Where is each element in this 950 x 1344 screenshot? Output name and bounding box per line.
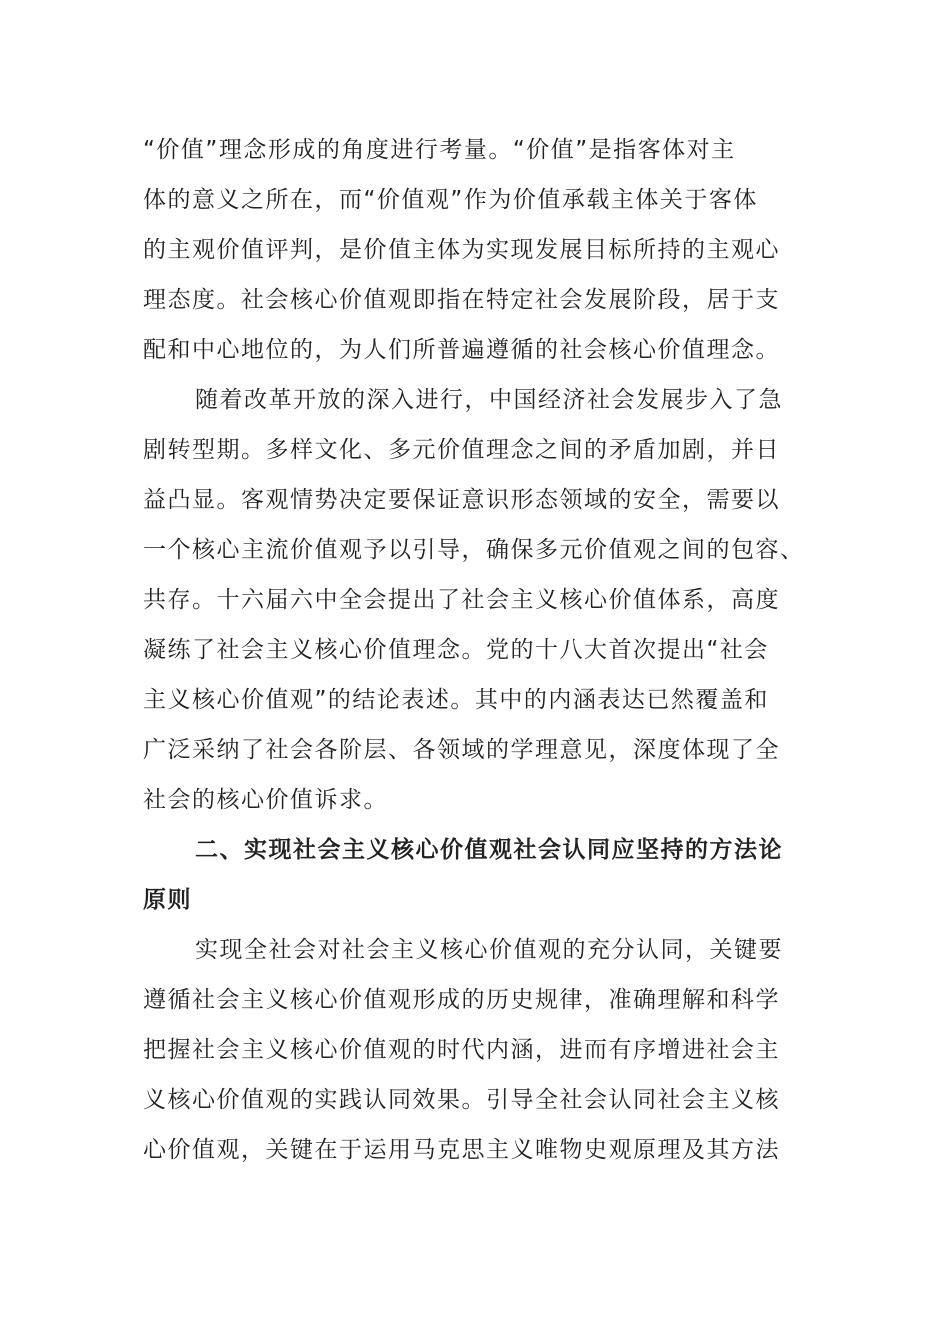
text-line: 主义核心价值观”的结论表述。其中的内涵表达已然覆盖和 bbox=[143, 687, 769, 713]
text-line: 凝练了社会主义核心价值理念。党的十八大首次提出“社会 bbox=[143, 637, 769, 663]
paragraph-value-concept bbox=[143, 125, 808, 375]
heading-line: 二、实现社会主义核心价值观社会认同应坚持的方法论 bbox=[195, 837, 783, 863]
text-line: 益凸显。客观情势决定要保证意识形态领域的安全，需要以 bbox=[143, 487, 780, 513]
text-line: 把握社会主义核心价值观的时代内涵，进而有序增进社会主 bbox=[143, 1037, 780, 1063]
paragraph-reform-background bbox=[143, 375, 808, 825]
text-line: 体的意义之所在，而“价值观”作为价值承载主体关于客体 bbox=[143, 187, 758, 213]
text-line: 遵循社会主义核心价值观形成的历史规律，准确理解和科学 bbox=[143, 987, 780, 1013]
paragraph-methodology bbox=[143, 925, 808, 1175]
text-line: 一个核心主流价值观予以引导，确保多元价值观之间的包容、 bbox=[143, 537, 805, 563]
text-line: 理态度。社会核心价值观即指在特定社会发展阶段，居于支 bbox=[143, 287, 780, 313]
document-page bbox=[143, 125, 808, 1175]
text-line: 共存。十六届六中全会提出了社会主义核心价值体系，高度 bbox=[143, 587, 780, 613]
text-line: 剧转型期。多样文化、多元价值理念之间的矛盾加剧，并日 bbox=[143, 437, 780, 463]
heading-line: 原则 bbox=[143, 887, 192, 913]
text-line: 义核心价值观的实践认同效果。引导全社会认同社会主义核 bbox=[143, 1087, 780, 1113]
text-line: 社会的核心价值诉求。 bbox=[143, 787, 388, 813]
text-line: 实现全社会对社会主义核心价值观的充分认同，关键要 bbox=[195, 937, 783, 963]
text-line: 心价值观，关键在于运用马克思主义唯物史观原理及其方法 bbox=[143, 1137, 780, 1163]
text-line: 随着改革开放的深入进行，中国经济社会发展步入了急 bbox=[195, 387, 783, 413]
text-line: 的主观价值评判，是价值主体为实现发展目标所持的主观心 bbox=[143, 237, 780, 263]
text-line: 广泛采纳了社会各阶层、各领域的学理意见，深度体现了全 bbox=[143, 737, 780, 763]
text-line: “价值”理念形成的角度进行考量。“价值”是指客体对主 bbox=[143, 137, 736, 163]
text-line: 配和中心地位的，为人们所普遍遵循的社会核心价值理念。 bbox=[143, 337, 780, 363]
section-heading bbox=[143, 825, 808, 925]
